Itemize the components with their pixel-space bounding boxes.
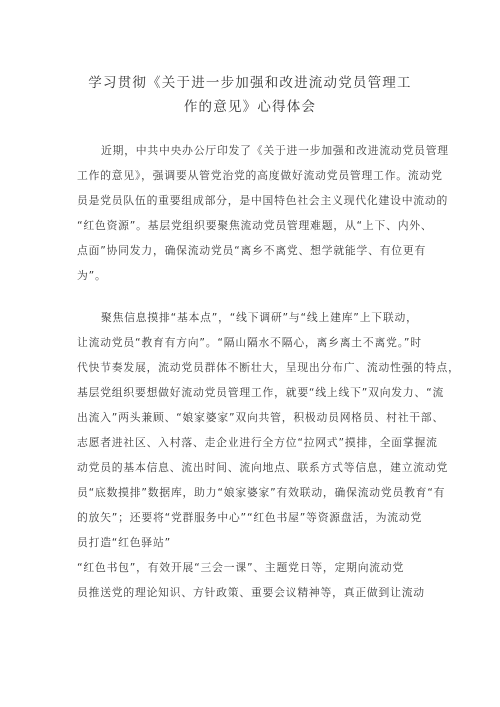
document-title-line-1: 学习贯彻《关于进一步加强和改进流动党员管理工	[88, 75, 412, 91]
body-text-line: 员是党员队伍的重要组成部分，是中国特色社会主义现代化建设中流动的	[77, 194, 449, 207]
body-text-line: 工作的意见》，强调要从管党治党的高度做好流动党员管理工作。流动党	[77, 169, 443, 182]
body-text-line: 点面”协同发力，确保流动党员“离乡不离党、想学就能学、有位更有	[77, 244, 427, 257]
body-text-line: 员推送党的理论知识、方针政策、重要会议精神等，真正做到让流动	[77, 586, 425, 599]
document-title-line-2: 作的意见》心得体会	[183, 99, 317, 115]
body-text-line: “红色书包”，有效开展“三会一课”、主题党日等，定期向流动党	[77, 561, 405, 574]
body-text-line: 为”。	[77, 269, 107, 282]
body-text-line: 志愿者进社区、入村落、走企业进行全方位“拉网式”摸排，全面掌握流	[77, 436, 438, 449]
body-text-line: 近期，中共中央办公厅印发了《关于进一步加强和改进流动党员管理	[101, 144, 449, 157]
body-text-line: 出流入”两头兼顾、“娘家婆家”双向共管，积极动员网格员、村社干部、	[77, 411, 445, 424]
body-text-line: 员打造“红色驿站”	[77, 536, 171, 549]
body-text-line: 基层党组织要想做好流动党员管理工作，就要“线上线下”双向发力、“流	[77, 386, 445, 399]
body-text-line: 员“底数摸排”数据库，助力“娘家婆家”有效联动，确保流动党员教育“有	[77, 486, 446, 499]
body-text-line: 聚焦信息摸排“基本点”，“线下调研”与“线上建库”上下联动，	[101, 311, 418, 324]
body-text-line: “红色资源”。基层党组织要聚焦流动党员管理难题，从“上下、内外、	[77, 219, 433, 232]
body-text-line: 让流动党员“教育有方向”。“隔山隔水不隔心，离乡离土不离党。”时	[77, 336, 422, 349]
body-text-line: 的放矢”；还要将“党群服务中心”“红色书屋”等资源盘活，为流动党	[77, 511, 423, 524]
body-text-line: 动党员的基本信息、流出时间、流向地点、联系方式等信息，建立流动党	[77, 461, 449, 474]
body-text-line: 代快节奏发展，流动党员群体不断壮大，呈现出分布广、流动性强的特点，	[77, 361, 460, 374]
